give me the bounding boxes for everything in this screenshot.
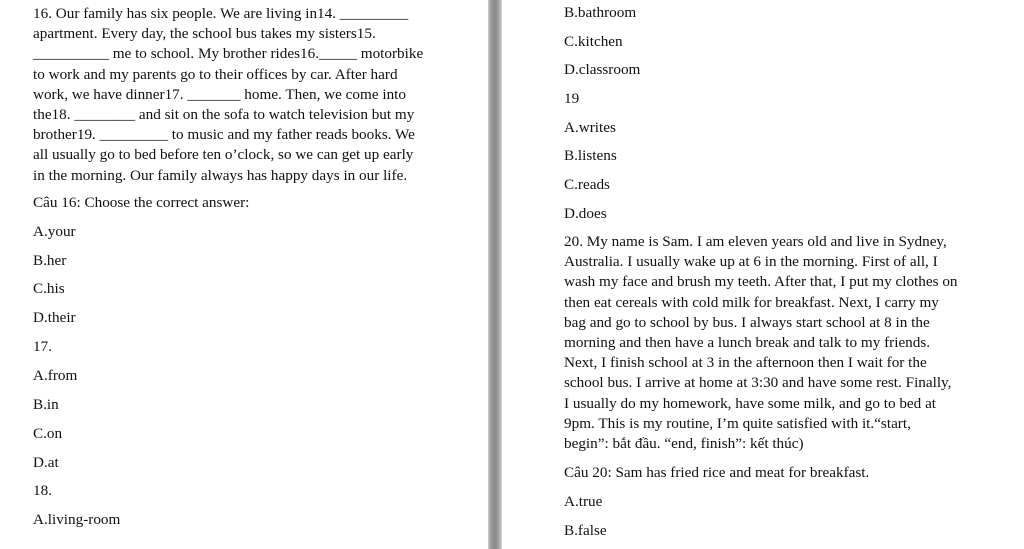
question-16-prompt: Câu 16: Choose the correct answer:: [33, 194, 250, 211]
option-17-b: B.in: [33, 396, 59, 413]
option-19-c: C.reads: [564, 176, 610, 193]
option-19-a: A.writes: [564, 119, 616, 136]
passage-line: Australia. I usually wake up at 6 in the morning. First of all, I: [564, 253, 938, 271]
left-page: [0, 0, 488, 549]
passage-20: [564, 232, 958, 454]
option-18-a: A.living-room: [33, 511, 121, 528]
option-17-a: A.from: [33, 367, 78, 384]
passage-line: apartment. Every day, the school bus takes my sisters15.: [33, 25, 376, 43]
passage-16-19: [33, 4, 423, 186]
passage-line: the18. ________ and sit on the sofa to watch television but my: [33, 106, 415, 124]
option-17-d: D.at: [33, 454, 59, 471]
option-16-b: B.her: [33, 252, 67, 269]
question-20-prompt: Câu 20: Sam has fried rice and meat for breakfast.: [564, 464, 870, 481]
passage-line: I usually do my homework, have some milk, and go to bed at: [564, 394, 937, 412]
option-16-a: A.your: [33, 223, 76, 240]
passage-line: school bus. I arrive at home at 3:30 and have some rest. Finally,: [564, 374, 952, 392]
passage-line: 9pm. This is my routine, I’m quite satisfied with it.“start,: [564, 414, 911, 432]
question-17-label: 17.: [33, 338, 52, 355]
option-16-c: C.his: [33, 280, 65, 297]
passage-line: 16. Our family has six people. We are living in14. _________: [33, 5, 409, 22]
passage-line: morning and then have a lunch break and talk to my friends.: [564, 334, 931, 352]
passage-line: begin”: bắt đầu. “end, finish”: kết thúc): [564, 435, 804, 453]
passage-line: work, we have dinner17. _______ home. Then, we come into: [33, 85, 406, 103]
option-20-b: B.false: [564, 522, 607, 539]
question-18-label: 18.: [33, 482, 52, 499]
option-18-b: B.bathroom: [564, 4, 637, 21]
passage-line: brother19. _________ to music and my father reads books. We: [33, 126, 415, 144]
option-16-d: D.their: [33, 309, 76, 326]
option-18-d: D.classroom: [564, 61, 641, 78]
passage-line: Next, I finish school at 3 in the afternoon then I wait for the: [564, 354, 927, 372]
option-17-c: C.on: [33, 425, 63, 442]
passage-line: then eat cereals with cold milk for breakfast. Next, I carry my: [564, 293, 939, 311]
passage-line: __________ me to school. My brother rides16._____ motorbike: [33, 45, 424, 63]
passage-line: in the morning. Our family always has happy days in our life.: [33, 166, 408, 184]
right-page: [502, 0, 1024, 549]
option-19-b: B.listens: [564, 147, 617, 164]
option-20-a: A.true: [564, 493, 603, 510]
passage-line: 20. My name is Sam. I am eleven years old and live in Sydney,: [564, 233, 947, 250]
passage-line: all usually go to bed before ten o’clock, so we can get up early: [33, 146, 414, 164]
passage-line: to work and my parents go to their offices by car. After hard: [33, 65, 398, 83]
question-19-label: 19: [564, 90, 580, 107]
option-19-d: D.does: [564, 205, 607, 222]
passage-line: wash my face and brush my teeth. After that, I put my clothes on: [564, 273, 958, 291]
option-18-c: C.kitchen: [564, 33, 623, 50]
page-divider: [488, 0, 502, 549]
passage-line: bag and go to school by bus. I always start school at 8 in the: [564, 313, 930, 331]
